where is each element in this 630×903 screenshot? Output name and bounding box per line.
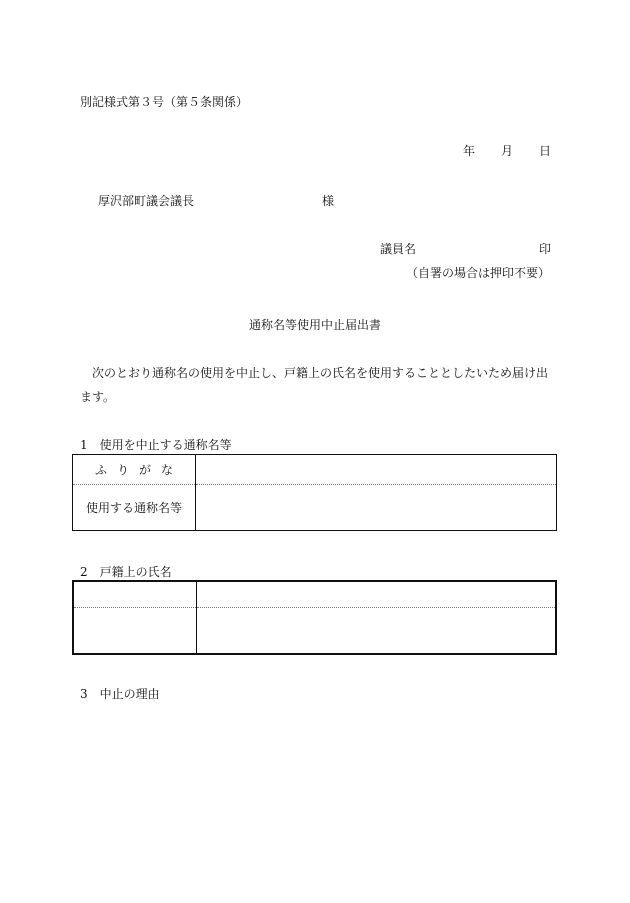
registered-name-label — [73, 608, 197, 655]
table-row — [73, 455, 557, 485]
addressee-name: 厚沢部町議会議長 — [98, 194, 195, 208]
addressee-suffix: 様 — [322, 194, 335, 208]
registered-furigana-label — [73, 581, 197, 608]
furigana-char: な — [160, 463, 173, 477]
form-number: 別記様式第３号（第５条関係） — [80, 95, 249, 109]
table-row — [73, 485, 557, 531]
registered-name-field[interactable] — [197, 608, 557, 655]
registered-furigana-field[interactable] — [197, 581, 557, 608]
alias-table — [72, 454, 557, 531]
alias-label: 使用する通称名等 — [73, 485, 196, 531]
day-label: 日 — [538, 144, 551, 158]
furigana-char: ふ — [94, 463, 107, 477]
year-label: 年 — [462, 144, 475, 158]
section3-heading: 3 中止の理由 — [80, 687, 160, 701]
furigana-char: が — [138, 463, 151, 477]
furigana-label — [73, 455, 196, 485]
date-line — [463, 143, 551, 159]
month-label: 月 — [500, 144, 513, 158]
body-text: 次のとおり通称名の使用を中止し、戸籍上の氏名を使用することとしたいため届け出ます。 — [80, 366, 549, 404]
alias-field[interactable] — [196, 485, 557, 531]
seal-mark: 印 — [539, 242, 552, 256]
section1-heading: 1 使用を中止する通称名等 — [80, 438, 232, 452]
table-row — [73, 608, 556, 655]
furigana-field[interactable] — [196, 455, 557, 485]
registered-name-table — [72, 580, 557, 655]
member-name-label: 議員名 — [380, 242, 417, 256]
document-title: 通称名等使用中止届出書 — [248, 318, 381, 332]
table-row — [73, 581, 556, 608]
furigana-char: り — [116, 463, 129, 477]
section2-heading: 2 戸籍上の氏名 — [80, 565, 172, 579]
signature-note: （自署の場合は押印不要） — [405, 266, 550, 280]
